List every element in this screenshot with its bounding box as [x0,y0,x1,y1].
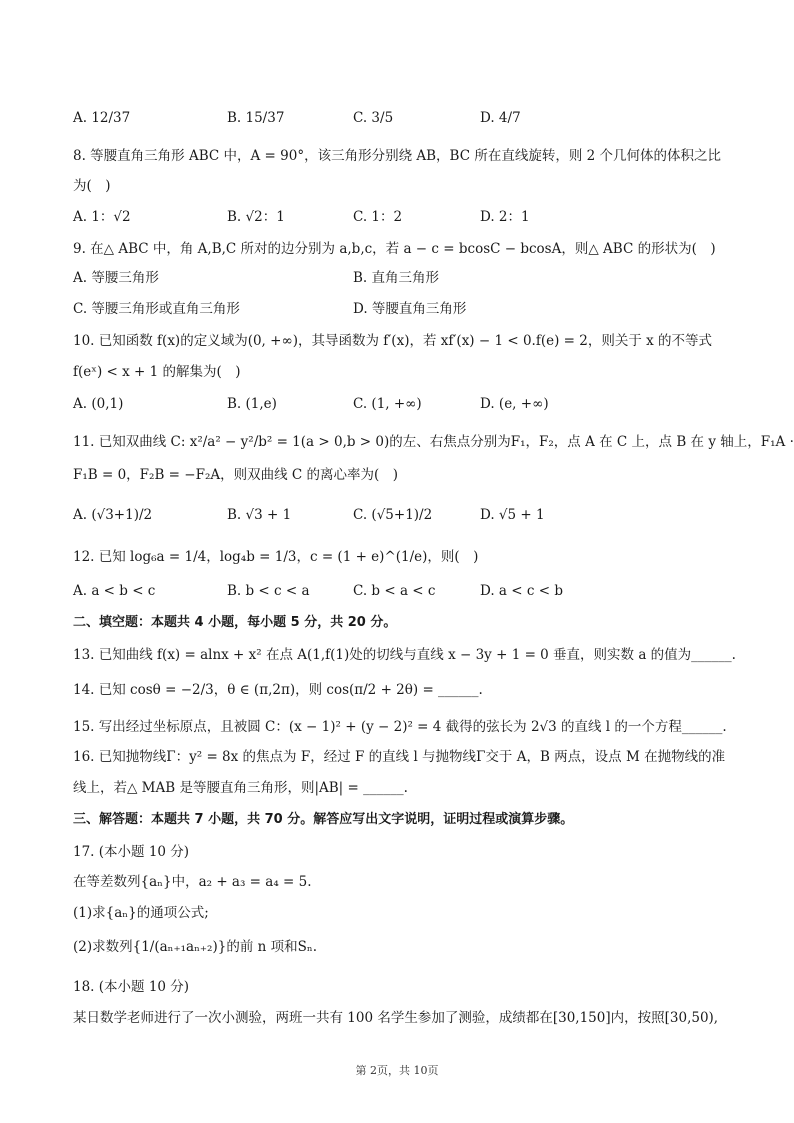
q9-option-a: A. 等腰三角形 [73,270,159,286]
q13-stem: 13. 已知曲线 f(x) = alnx + x² 在点 A(1,f(1)处的切线与直线 x − 3y + 1 = 0 垂直，则实数 a 的值为______. [73,647,736,663]
q10-option-b: B. (1,e) [227,396,277,412]
q15-stem: 15. 写出经过坐标原点，且被圆 C：(x − 1)² + (y − 2)² = 4 截得的弦长为 2√3 的直线 l 的一个方程______. [73,719,727,735]
q12-option-c: C. b < a < c [353,583,436,599]
q8-option-d: D. 2：1 [480,209,530,225]
q10-option-c: C. (1, +∞) [353,396,422,412]
q9-option-b: B. 直角三角形 [353,270,440,286]
q11-option-c: C. (√5+1)/2 [353,507,433,523]
q16-stem: 16. 已知抛物线Γ：y² = 8x 的焦点为 F，经过 F 的直线 l 与抛物线Γ交于 A，B 两点，设点 M 在抛物线的准 [73,749,726,765]
section-solution-heading: 三、解答题：本题共 7 小题，共 70 分。解答应写出文字说明，证明过程或演算步骤。 [73,812,574,827]
q18-stem: 某日数学老师进行了一次小测验，两班一共有 100 名学生参加了测验，成绩都在[30,150]内，按照[30,50), [73,1010,719,1026]
q8-option-a: A. 1：√2 [73,209,131,225]
q12-option-b: B. b < c < a [227,583,310,599]
q10-option-d: D. (e, +∞) [480,396,549,412]
q9-stem: 9. 在△ ABC 中，角 A,B,C 所对的边分别为 a,b,c，若 a − c = bcosC − bcosA，则△ ABC 的形状为( ) [73,241,716,257]
q17-title: 17. (本小题 10 分) [73,844,190,860]
q8-stem-cont: 为( ) [73,178,111,194]
q14-stem: 14. 已知 cosθ = −2/3，θ ∈ (π,2π)，则 cos(π/2 + 2θ) = ______. [73,682,483,698]
q11-option-b: B. √3 + 1 [227,507,292,523]
q7-option-d: D. 4/7 [480,110,521,126]
page-footer: 第 2页，共 10页 [355,1064,439,1077]
q16-stem-cont: 线上，若△ MAB 是等腰直角三角形，则|AB| = ______. [73,780,408,796]
q9-option-c: C. 等腰三角形或直角三角形 [73,301,240,317]
q10-stem: 10. 已知函数 f(x)的定义域为(0, +∞)，其导函数为 f′(x)，若 xf′(x) − 1 < 0.f(e) = 2，则关于 x 的不等式 [73,333,713,349]
q12-option-d: D. a < c < b [480,583,563,599]
q17-stem: 在等差数列{aₙ}中，a₂ + a₃ = a₄ = 5. [73,874,312,890]
q18-title: 18. (本小题 10 分) [73,979,190,995]
q7-option-a: A. 12/37 [73,110,131,126]
q8-option-c: C. 1：2 [353,209,403,225]
q9-option-d: D. 等腰直角三角形 [353,301,467,317]
q10-stem-cont: f(eˣ) < x + 1 的解集为( ) [73,364,241,380]
q17-part2: (2)求数列{1/(aₙ₊₁aₙ₊₂)}的前 n 项和Sₙ. [73,939,317,955]
q11-stem-cont: F₁B = 0，F₂B = −F₂A，则双曲线 C 的离心率为( ) [73,467,399,483]
q7-option-b: B. 15/37 [227,110,285,126]
q8-stem: 8. 等腰直角三角形 ABC 中，A = 90°，该三角形分别绕 AB，BC 所在直线旋转，则 2 个几何体的体积之比 [73,148,721,164]
q11-option-a: A. (√3+1)/2 [73,507,153,523]
q11-option-d: D. √5 + 1 [480,507,545,523]
q8-option-b: B. √2：1 [227,209,285,225]
q17-part1: (1)求{aₙ}的通项公式; [73,905,209,921]
q12-option-a: A. a < b < c [73,583,156,599]
section-fill-in-heading: 二、填空题：本题共 4 小题，每小题 5 分，共 20 分。 [73,615,397,630]
q11-stem: 11. 已知双曲线 C: x²/a² − y²/b² = 1(a > 0,b > 0)的左、右焦点分别为F₁，F₂，点 A 在 C 上，点 B 在 y 轴上，F₁A · [73,434,794,450]
q10-option-a: A. (0,1) [73,396,124,412]
q12-stem: 12. 已知 log₆a = 1/4，log₄b = 1/3，c = (1 + e)^(1/e)，则( ) [73,549,479,565]
q7-option-c: C. 3/5 [353,110,394,126]
